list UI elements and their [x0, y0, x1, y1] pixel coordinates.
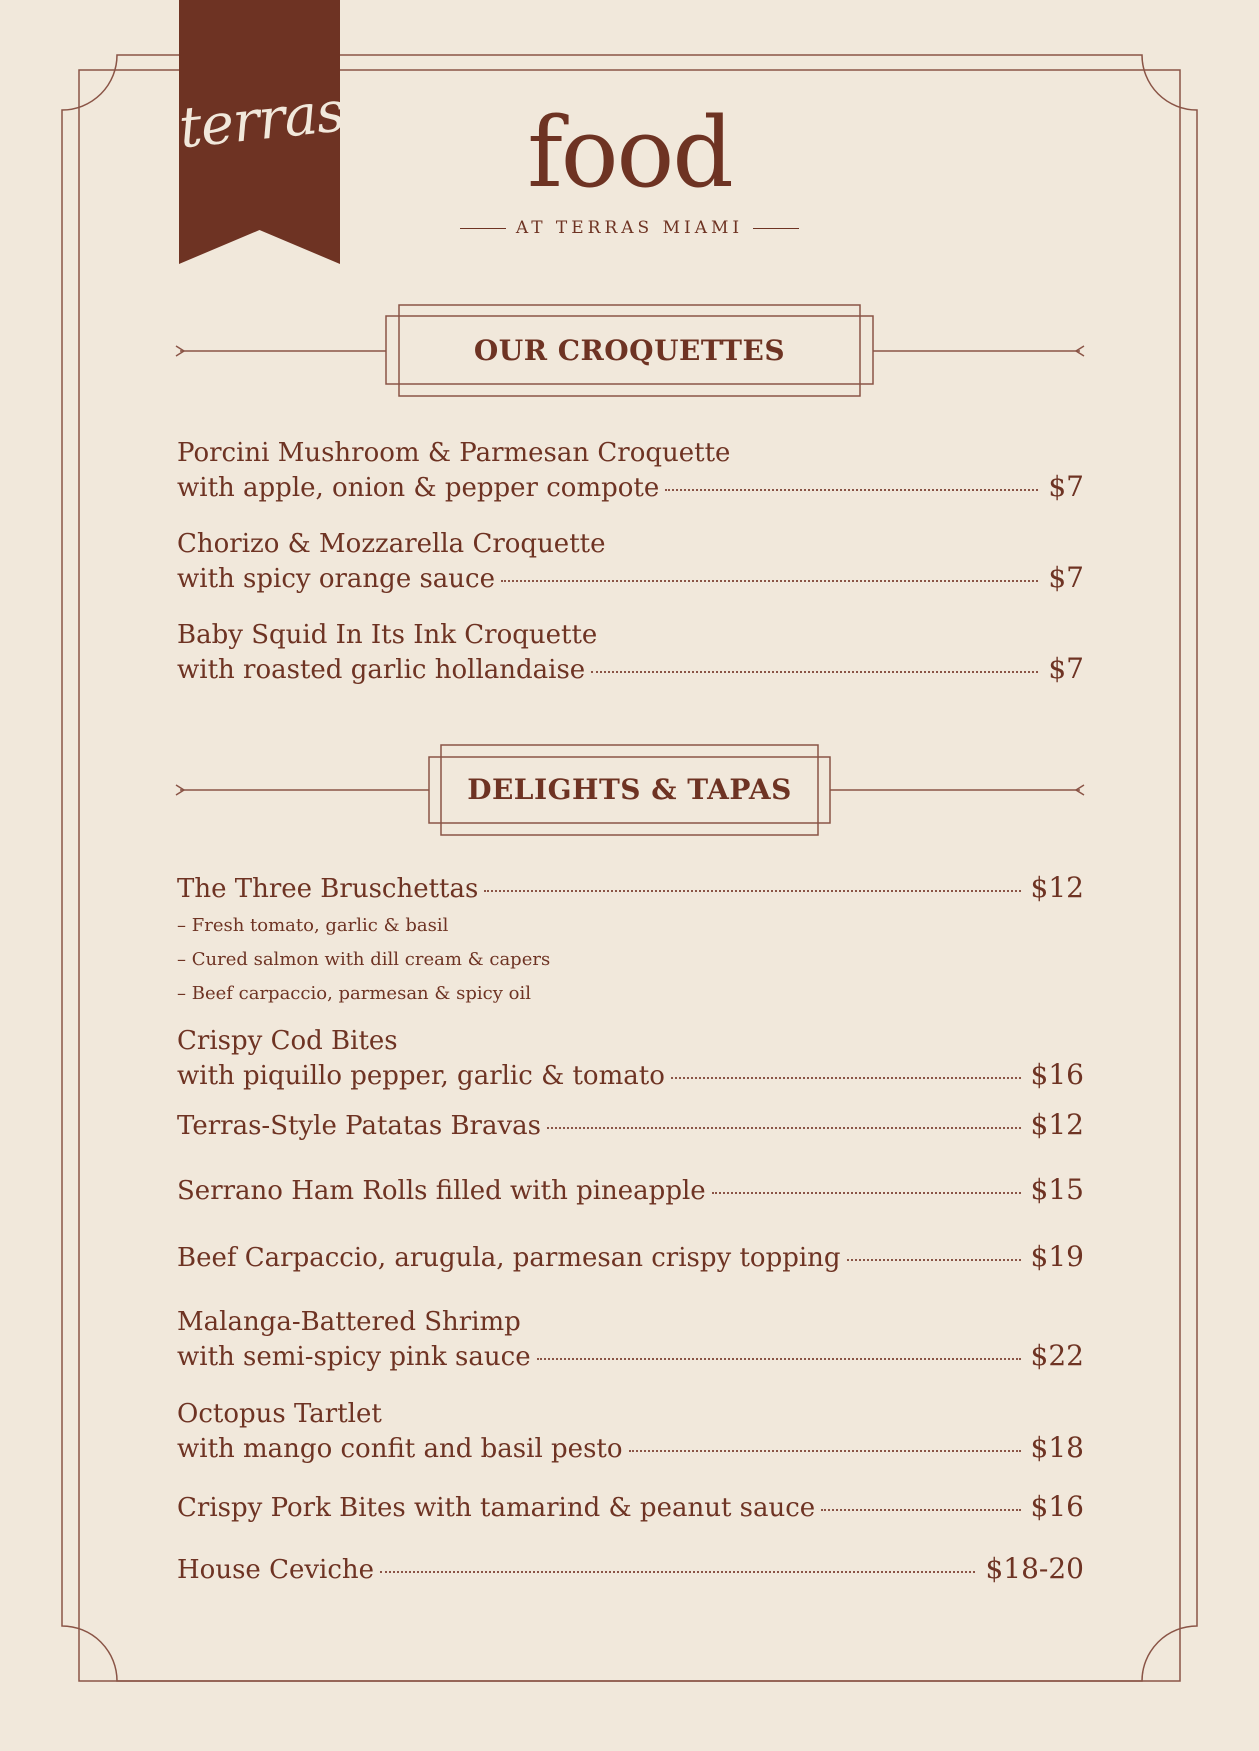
- item-description: with roasted garlic hollandaise: [177, 655, 586, 685]
- brand-logo: terras: [176, 79, 348, 162]
- item-price: $18-20: [985, 1552, 1084, 1585]
- item-name: House Ceviche: [177, 1555, 375, 1585]
- menu-item: [177, 1173, 1084, 1208]
- item-price: $16: [1030, 1058, 1084, 1091]
- page-subtitle: [460, 218, 799, 238]
- item-price: $7: [1048, 470, 1084, 503]
- item-name: Crispy Cod Bites: [177, 1026, 398, 1056]
- item-name: Chorizo & Mozzarella Croquette: [177, 529, 606, 559]
- section-title-croquettes: OUR CROQUETTES: [473, 334, 786, 367]
- menu-item: [177, 527, 1084, 596]
- item-price: $7: [1048, 561, 1084, 594]
- item-description: with spicy orange sauce: [177, 564, 496, 594]
- item-price: $7: [1048, 652, 1084, 685]
- sub-item: – Cured salmon with dill cream & capers: [177, 949, 551, 970]
- dot-leader: [712, 1192, 1021, 1194]
- item-price: $18: [1030, 1431, 1084, 1464]
- item-description: with mango confit and basil pesto: [177, 1434, 623, 1464]
- menu-item: [177, 1490, 1084, 1525]
- dot-leader: [821, 1509, 1020, 1511]
- dot-leader: [380, 1571, 975, 1573]
- item-name: Terras-Style Patatas Bravas: [177, 1111, 542, 1141]
- sub-item: – Fresh tomato, garlic & basil: [177, 915, 449, 936]
- item-name: Crispy Pork Bites with tamarind & peanut sauce: [177, 1493, 816, 1523]
- menu-item: [177, 618, 1084, 687]
- menu-item: [177, 1024, 1084, 1093]
- menu-item: [177, 1240, 1084, 1275]
- sub-item: – Beef carpaccio, parmesan & spicy oil: [177, 983, 531, 1004]
- item-description: with apple, onion & pepper compote: [177, 473, 660, 503]
- item-price: $12: [1030, 1108, 1084, 1141]
- page-title: food: [527, 97, 732, 209]
- dot-leader: [484, 890, 1020, 892]
- dot-leader: [847, 1259, 1021, 1261]
- item-description: with semi-spicy pink sauce: [177, 1342, 531, 1372]
- menu-item: [177, 1552, 1084, 1587]
- item-name: Octopus Tartlet: [177, 1399, 382, 1429]
- subtitle-text: AT TERRAS MIAMI: [515, 218, 744, 239]
- item-description: with piquillo pepper, garlic & tomato: [177, 1061, 665, 1091]
- dot-leader: [537, 1358, 1021, 1360]
- dot-leader: [665, 489, 1038, 491]
- item-price: $12: [1030, 871, 1084, 904]
- item-price: $22: [1030, 1339, 1084, 1372]
- menu-item: [177, 1305, 1084, 1374]
- divider: [753, 228, 799, 230]
- menu-item: [177, 436, 1084, 505]
- menu-item: [177, 1397, 1084, 1466]
- item-name: Baby Squid In Its Ink Croquette: [177, 620, 598, 650]
- item-price: $19: [1030, 1240, 1084, 1273]
- item-name: The Three Bruschettas: [177, 874, 479, 904]
- item-name: Porcini Mushroom & Parmesan Croquette: [177, 438, 731, 468]
- item-price: $16: [1030, 1490, 1084, 1523]
- menu-item: [177, 1108, 1084, 1143]
- item-price: $15: [1030, 1173, 1084, 1206]
- dot-leader: [501, 580, 1038, 582]
- item-name: Beef Carpaccio, arugula, parmesan crispy topping: [177, 1243, 841, 1273]
- item-name: Serrano Ham Rolls filled with pineapple: [177, 1176, 706, 1206]
- dot-leader: [547, 1127, 1021, 1129]
- dot-leader: [629, 1450, 1021, 1452]
- section-title-tapas: DELIGHTS & TAPAS: [467, 773, 792, 806]
- menu-item: [177, 871, 1084, 906]
- dot-leader: [671, 1077, 1021, 1079]
- item-name: Malanga-Battered Shrimp: [177, 1307, 521, 1337]
- dot-leader: [591, 671, 1038, 673]
- divider: [460, 228, 506, 230]
